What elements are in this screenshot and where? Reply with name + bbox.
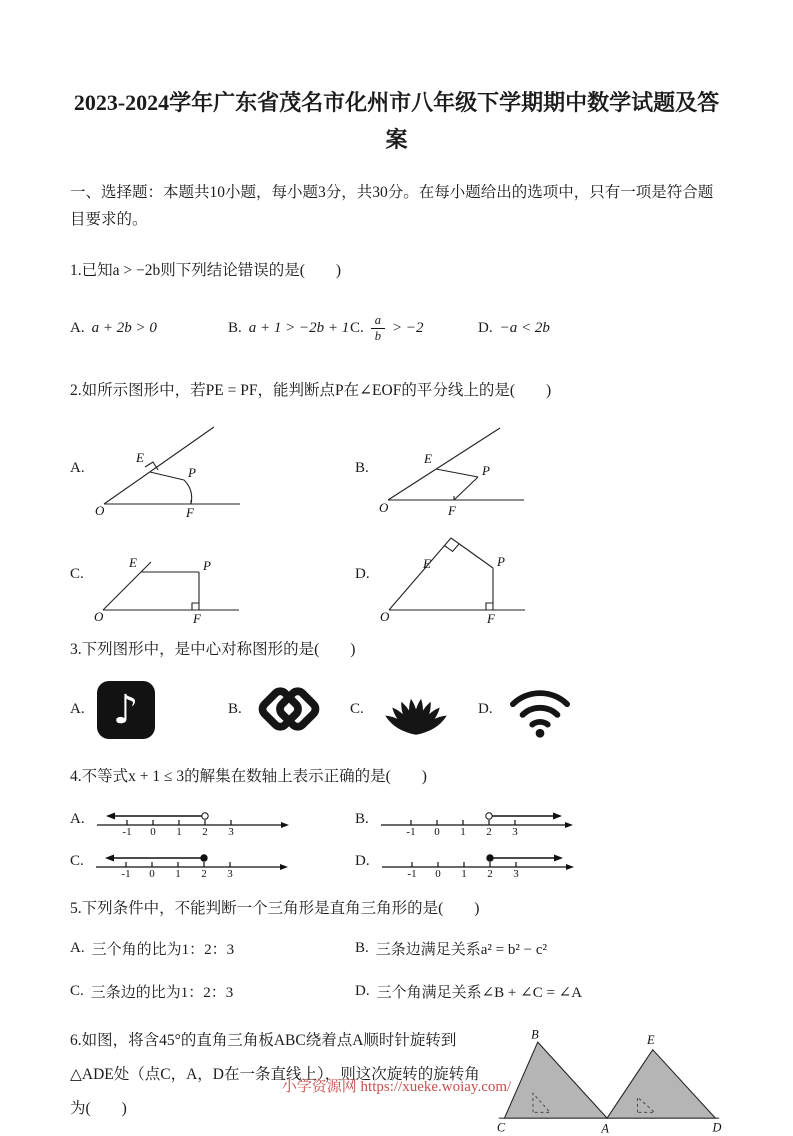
question-1-option-c bbox=[350, 314, 478, 343]
tick-label: 0 bbox=[149, 826, 156, 839]
tick-label: 2 bbox=[201, 868, 207, 881]
question-2-figures-row-1 bbox=[70, 420, 723, 518]
number-line-a bbox=[93, 803, 293, 839]
option-text: 三个角满足关系∠B + ∠C = ∠A bbox=[376, 985, 583, 1002]
axis bbox=[96, 862, 280, 867]
point-label-O: O bbox=[379, 608, 389, 624]
point-label-E: E bbox=[423, 450, 432, 466]
tiktok-logo-icon bbox=[97, 681, 155, 739]
tick-label: 3 bbox=[227, 826, 234, 839]
geometry-figure-a bbox=[93, 420, 245, 518]
number-line-c bbox=[92, 845, 292, 881]
question-3-option-a bbox=[70, 681, 228, 739]
question-2-option-a bbox=[70, 420, 355, 518]
option-formula: a + 2b > 0 bbox=[91, 319, 157, 336]
music-note-icon: ♪ bbox=[112, 686, 139, 733]
exam-title: 2023-2024学年广东省茂名市化州市八年级下学期期中数学试题及答案 bbox=[73, 90, 720, 153]
question-5-option-d bbox=[355, 981, 723, 1002]
point-label-O: O bbox=[94, 502, 104, 518]
tick-label: 2 bbox=[486, 826, 492, 839]
wifi-icon bbox=[505, 679, 575, 741]
question-1-option-a bbox=[70, 320, 228, 337]
number-line-b bbox=[377, 803, 577, 839]
option-label: C. bbox=[70, 983, 84, 1000]
tick-label: -1 bbox=[406, 826, 416, 839]
question-1-options bbox=[70, 314, 723, 343]
option-formula: a + 1 > −2b + 1 bbox=[248, 319, 350, 336]
tick-label: 0 bbox=[434, 868, 441, 881]
geometry-figure-b bbox=[377, 420, 529, 518]
fraction-denominator: b bbox=[374, 328, 382, 343]
tick-label: 3 bbox=[227, 868, 233, 881]
question-2-option-d bbox=[355, 526, 723, 624]
tick-label: 1 bbox=[175, 868, 181, 881]
solution-ray bbox=[106, 813, 205, 820]
tick-label: 1 bbox=[175, 826, 182, 839]
point-label-P: P bbox=[202, 557, 211, 573]
tick-label: 2 bbox=[201, 826, 208, 839]
question-2-figures-row-2 bbox=[70, 526, 723, 624]
question-2-option-b bbox=[355, 420, 723, 518]
question-4-options bbox=[70, 803, 723, 881]
option-label: D. bbox=[355, 983, 370, 1000]
question-3-option-c bbox=[350, 679, 478, 741]
option-label: C. bbox=[350, 319, 364, 336]
option-label: B. bbox=[228, 701, 242, 718]
option-formula: > −2 bbox=[392, 319, 424, 336]
question-1-stem: 1.已知a > −2b则下列结论错误的是( ) bbox=[70, 262, 342, 280]
question-4-stem: 4.不等式x + 1 ≤ 3的解集在数轴上表示正确的是( ) bbox=[70, 767, 427, 785]
point-label-F: F bbox=[185, 504, 194, 520]
option-text: 三个角的比为1：2：3 bbox=[91, 942, 235, 959]
question-3-stem: 3.下列图形中，是中心对称图形的是( ) bbox=[70, 640, 356, 658]
tick-label: 3 bbox=[512, 868, 519, 881]
point-label-E: E bbox=[422, 555, 431, 571]
axis bbox=[97, 820, 281, 825]
question-4-option-c bbox=[70, 845, 355, 881]
footer-credit: 小学资源网 https://xueke.woiay.com/ bbox=[281, 1079, 512, 1095]
question-4-option-b bbox=[355, 803, 723, 839]
question-3-option-d bbox=[478, 679, 723, 741]
question-5-option-a bbox=[70, 938, 355, 959]
option-label: D. bbox=[478, 319, 493, 336]
solution-ray bbox=[105, 855, 204, 862]
solution-ray bbox=[490, 855, 563, 862]
point-label-P: P bbox=[187, 464, 196, 480]
point-label-F: F bbox=[486, 610, 495, 626]
question-2-option-c bbox=[70, 526, 355, 624]
point-label-O: O bbox=[378, 499, 389, 515]
question-3-options bbox=[70, 679, 723, 741]
option-label: A. bbox=[70, 940, 85, 957]
option-label: B. bbox=[228, 319, 242, 336]
point-label-E: E bbox=[647, 1033, 655, 1048]
point-label-C: C bbox=[496, 1120, 506, 1135]
tick-label: 0 bbox=[434, 826, 440, 839]
question-5-stem: 5.下列条件中，不能判断一个三角形是直角三角形的是( ) bbox=[70, 900, 480, 918]
tick-label: 0 bbox=[149, 868, 155, 881]
question-2-stem: 2.如所示图形中，若PE = PF，能判断点P在∠EOF的平分线上的是( ) bbox=[70, 382, 552, 400]
option-label: A. bbox=[70, 460, 85, 477]
fraction-numerator: a bbox=[371, 314, 385, 329]
option-label: D. bbox=[478, 701, 493, 718]
tick-label: -1 bbox=[122, 826, 132, 839]
question-1-option-b bbox=[228, 320, 350, 337]
point-label-D: D bbox=[712, 1120, 722, 1135]
geometry-figure-c bbox=[92, 526, 244, 624]
huawei-flower-logo-icon bbox=[376, 679, 456, 741]
question-5-option-b bbox=[355, 938, 723, 959]
option-label: B. bbox=[355, 940, 369, 957]
question-6-stem: 6.如图，将含45°的直角三角板ABC绕着点A顺时针旋转到△ADE处（点C，A，D在一条直线上），则这次旋转的旋转角为( ) bbox=[70, 1032, 480, 1118]
point-label-E: E bbox=[135, 449, 144, 465]
option-label: A. bbox=[70, 810, 85, 827]
point-label-O: O bbox=[93, 608, 104, 624]
point-label-F: F bbox=[192, 610, 201, 626]
option-text: 三条边满足关系a² = b² − c² bbox=[375, 942, 547, 959]
point-label-E: E bbox=[128, 554, 137, 570]
question-3-option-b bbox=[228, 679, 350, 741]
solution-ray bbox=[489, 813, 562, 820]
tick-label: -1 bbox=[121, 868, 131, 881]
point-label-B: B bbox=[531, 1027, 539, 1042]
tick-label: -1 bbox=[407, 868, 417, 881]
point-label-P: P bbox=[481, 462, 490, 478]
option-label: A. bbox=[70, 319, 85, 336]
axis bbox=[381, 820, 565, 825]
question-4-option-a bbox=[70, 803, 355, 839]
question-4-option-d bbox=[355, 845, 723, 881]
geometry-figure-d bbox=[378, 526, 530, 624]
option-label: A. bbox=[70, 701, 85, 718]
number-line-d bbox=[378, 845, 578, 881]
option-label: B. bbox=[355, 810, 369, 827]
option-label: D. bbox=[355, 566, 370, 583]
option-label: C. bbox=[70, 566, 84, 583]
section-heading: 一、选择题：本题共10小题，每小题3分，共30分。在每小题给出的选项中，只有一项是符合题目要求的。 bbox=[70, 183, 714, 228]
option-text: 三条边的比为1：2：3 bbox=[90, 985, 234, 1002]
axis bbox=[382, 862, 566, 867]
point-label-F: F bbox=[447, 502, 456, 518]
tick-label: 1 bbox=[460, 868, 467, 881]
question-5-options bbox=[70, 938, 723, 1002]
option-label: C. bbox=[350, 701, 364, 718]
question-5-option-c bbox=[70, 981, 355, 1002]
fraction bbox=[371, 314, 385, 343]
point-label-P: P bbox=[496, 553, 505, 569]
option-label: D. bbox=[355, 852, 370, 869]
knot-logo-icon bbox=[254, 679, 324, 741]
option-formula: −a < 2b bbox=[499, 319, 550, 336]
question-1-option-d bbox=[478, 320, 723, 337]
tick-label: 2 bbox=[486, 868, 493, 881]
tick-label: 3 bbox=[512, 826, 518, 839]
option-label: C. bbox=[70, 852, 84, 869]
point-label-A: A bbox=[601, 1121, 609, 1136]
option-label: B. bbox=[355, 460, 369, 477]
tick-label: 1 bbox=[460, 826, 466, 839]
